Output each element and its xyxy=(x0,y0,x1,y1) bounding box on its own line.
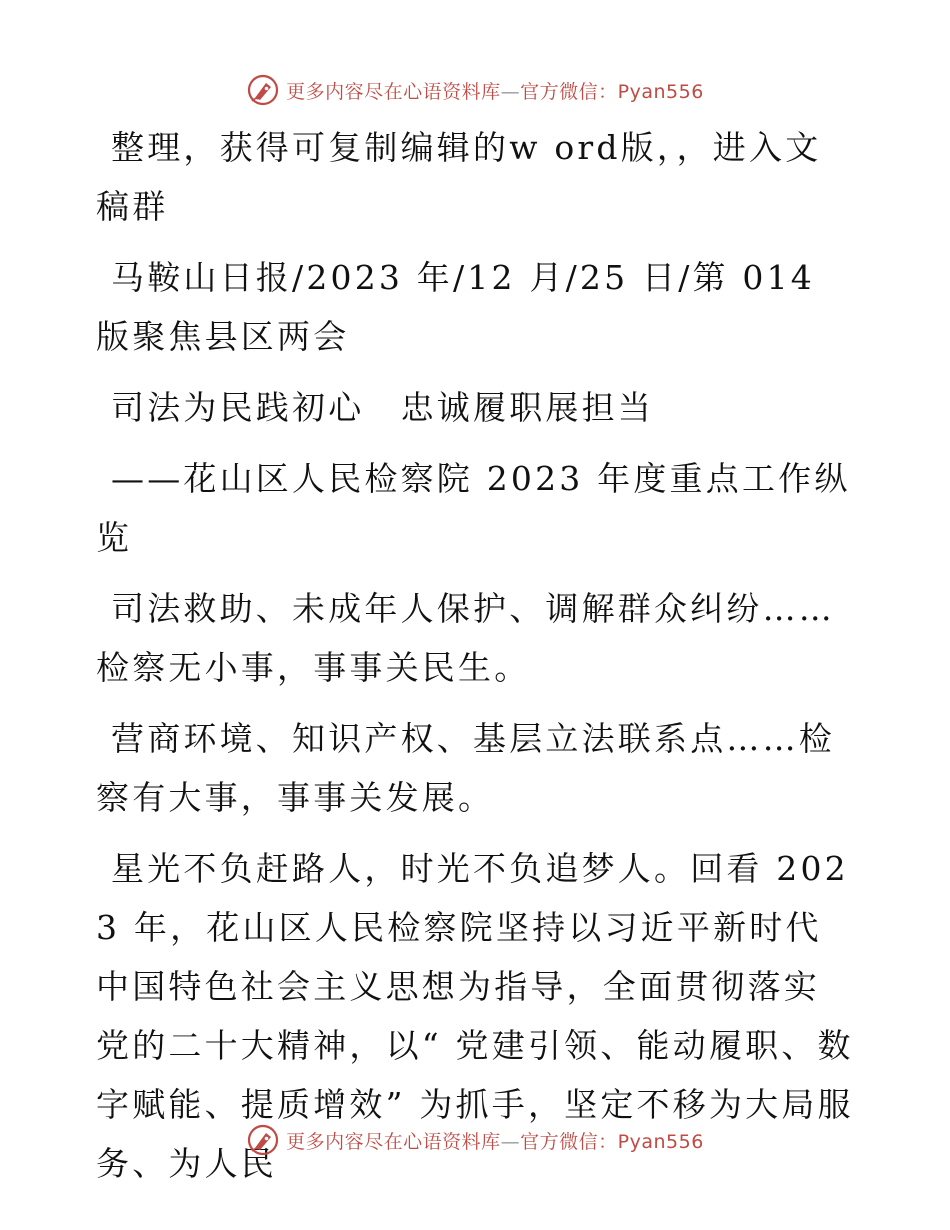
paragraph-review: 星光不负赶路人，时光不负追梦人。回看 2023 年，花山区人民检察院坚持以习近平新时代中国特色社会主义思想为指导，全面贯彻落实党的二十大精神，以“ 党建引领、能动履职、数字赋能、提质增效” 为抓手，坚定不移为大局服务、为人民 xyxy=(96,849,854,1183)
watermark-separator: — xyxy=(500,1130,521,1153)
paragraph-intro-note: 整理，获得可复制编辑的w ord版，，进入文稿群 xyxy=(96,128,822,226)
article-subtitle: ——花山区人民检察院 2023 年度重点工作纵览 xyxy=(96,459,851,557)
pen-nib-logo-icon xyxy=(246,1123,280,1157)
watermark-contact: 官方微信：Pyan556 xyxy=(520,80,704,103)
paragraph-development: 营商环境、知识产权、基层立法联系点……检察有大事，事事关发展。 xyxy=(96,719,835,817)
pen-nib-logo-icon xyxy=(246,73,280,107)
document-body xyxy=(96,118,856,1205)
watermark-separator: — xyxy=(500,80,521,103)
paragraph-livelihood: 司法救助、未成年人保护、调解群众纠纷……检察无小事，事事关民生。 xyxy=(96,589,835,687)
watermark-text xyxy=(286,1127,704,1154)
paragraph-source-line: 马鞍山日报/2023 年/12 月/25 日/第 014 版聚焦县区两会 xyxy=(96,258,815,356)
watermark-brand: 更多内容尽在心语资料库 xyxy=(286,80,501,103)
watermark-brand: 更多内容尽在心语资料库 xyxy=(286,1130,501,1153)
header-watermark xyxy=(0,70,950,110)
watermark-contact: 官方微信：Pyan556 xyxy=(520,1130,704,1153)
article-title: 司法为民践初心 忠诚履职展担当 xyxy=(111,388,654,427)
footer-watermark xyxy=(0,1120,950,1160)
watermark-text xyxy=(286,77,704,104)
